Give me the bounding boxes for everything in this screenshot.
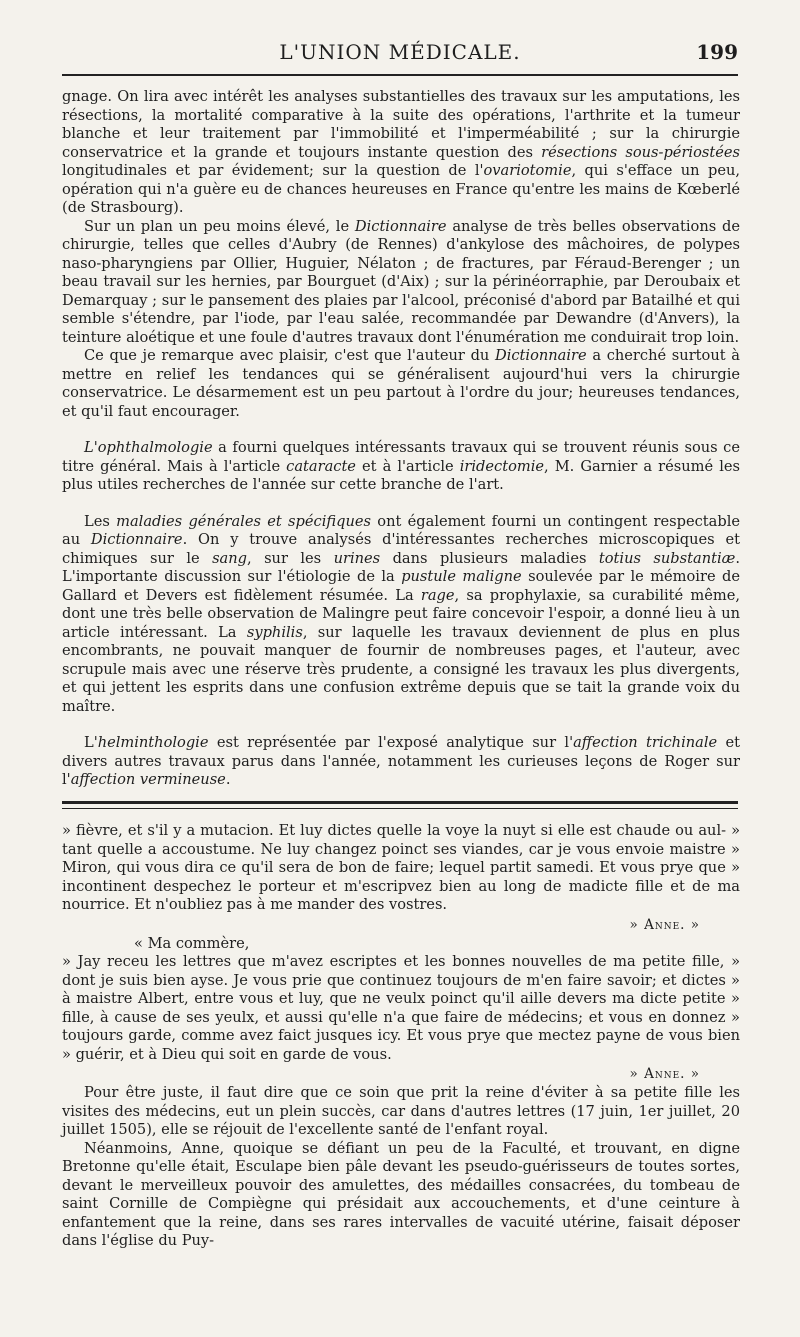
letter-2-text: » Jay receu les lettres que m'avez escriptes et les bonnes nouvelles de ma petite fille, » dont je suis bien ayse. Je vous prie que continuez toujours de m'en faire savoir; et dictes » à maistre Albert, entre vous et luy, que ne veulx poinct qu'il aille devers ma dicte petite » fille, à cause de ses yeulx, et aussi qu'elle n'a que faire de médecins; et vous en donnez » toujours garde, comme avez faict jusques icy. Et vous prye que mectez payne de vous bien » guérir, et à Dieu qui soit en garde de vous. [62,953,740,1063]
paragraph-neanmoins: Néanmoins, Anne, quoique se défiant un peu de la Faculté, et trouvant, en digne Bretonne qu'elle était, Esculape bien pâle devant les pseudo-guérisseurs de toutes sortes, devant le merveilleux pouvoir des amulettes, des médailles consacrées, du tombeau de saint Cornille de Compiègne qui présidait aux accouchements, et d'une ceinture à enfantement que la reine, dans ses rares intervalles de vacuité utérine, faisait déposer dans l'église du Puy- [62,1139,740,1249]
journal-title: L'UNION MÉDICALE. [279,40,521,64]
letter-1-signature: » Anne. » [629,916,700,933]
running-header [62,40,738,70]
header-rule [62,74,738,76]
paragraph-chirurgie: Sur un plan un peu moins élevé, le Dictionnaire analyse de très belles observations de chirurgie, telles que celles d'Aubry (de Rennes) d'ankylose des mâchoires, de polypes naso-pharyngiens par Ollier, Huguier, Nélaton ; de fractures, par Féraud-Berenger ; un beau travail sur les hernies, par Bourguet (d'Aix) ; sur la périnéorraphie, par Deroubaix et Demarquay ; sur le pansement des plaies par l'alcool, préconisé d'abord par Batailhé et qui semble s'étendre, par l'iode, par l'eau salée, recommandée par Dewandre (d'Anvers), la teinture aloétique et une foule d'autres travaux dont l'énumération me conduirait trop loin. [62,217,741,346]
letter-2-signature: » Anne. » [629,1066,700,1082]
feuilleton [62,822,740,1251]
paragraph-amputations: gnage. On lira avec intérêt les analyses substantielles des travaux sur les amputations, les résections, la mortalité comparative à la suite des opérations, l'arthrite et la tumeur blanche et leur traitement par l'immobilité et l'imperméabilité ; sur la chirurgie conservatrice et la grande et toujours instante question des résections sous-périostées longitudinales et par évidement; sur la question de l'ovariotomie, qui s'efface un peu, opération qui n'a guère eu de chances heureuses en France qu'entre les mains de Kœberlé (de Strasbourg). [62,88,740,216]
paragraph-ophthalmologie: L'ophthalmologie a fourni quelques intéressants travaux qui se trouvent réunis sous ce titre général. Mais à l'article cataracte et à l'article iridectomie, M. Garnier a résumé les plus utiles recherches de l'année sur cette branche de l'art. [62,439,740,493]
page-number: 199 [696,40,738,64]
paragraph-pour-etre-juste: Pour être juste, il faut dire que ce soin que prit la reine d'éviter à sa petite fille les visites des médecins, eut un plein succès, car dans d'autres lettres (17 juin, 1er juillet, 20 juillet 1505), elle se réjouit de l'excellente santé de l'enfant royal. [62,1084,740,1138]
main-article [62,88,740,790]
paragraph-maladies-generales: Les maladies générales et spécifiques ont également fourni un contingent respectable au Dictionnaire. On y trouve analysés d'intéressantes recherches microscopiques et chimiques sur le sang, sur les urines dans plusieurs maladies totius substantiæ. L'importante discussion sur l'étiologie de la pustule maligne soulevée par le mémoire de Gallard et Devers est fidèlement résumée. La rage, sa prophylaxie, sa curabilité même, dont une très belle observation de Malingre peut faire concevoir l'espoir, a donné lieu à un article intéressant. La syphilis, sur laquelle les travaux deviennent de plus en plus encombrants, ne pouvait manquer de fournir de nombreuses pages, et l'auteur, avec scrupule mais avec une réserve très prudente, a consigné les travaux les plus divergents, et qui jettent les esprits dans une confusion extrême depuis que se tait la grande voix du maître. [62,512,740,715]
letter-1-text: » fièvre, et s'il y a mutacion. Et luy dictes quelle la voye la nuyt si elle est chaude ou aul- » tant quelle a accoustume. Ne luy changez poinct ses viandes, car je vous envoie maistre » Miron, qui vous dira ce qu'il sera de bon de faire; lequel partit samedi. Et vous prye que » incontinent despechez le porteur et m'escripvez bien au long de madicte fille et de ma nourrice. Et n'oubliez pas à me mander des vostres. [62,822,740,913]
feuilleton-rule-thin [62,808,738,809]
feuilleton-rule-thick [62,801,738,804]
paragraph-tendances: Ce que je remarque avec plaisir, c'est que l'auteur du Dictionnaire a cherché surtout à mettre en relief les tendances qui se généralisent aujourd'hui vers la chirurgie conservatrice. Le désarmement est un peu partout à l'ordre du jour; heureuses tendances, et qu'il faut encourager. [62,347,740,420]
paragraph-helminthologie: L'helminthologie est représentée par l'exposé analytique sur l'affection trichinale et divers autres travaux parus dans l'année, notamment les curieuses leçons de Roger sur l'affection vermineuse. [62,734,741,788]
letter-2-salutation: « Ma commère, [134,934,250,952]
